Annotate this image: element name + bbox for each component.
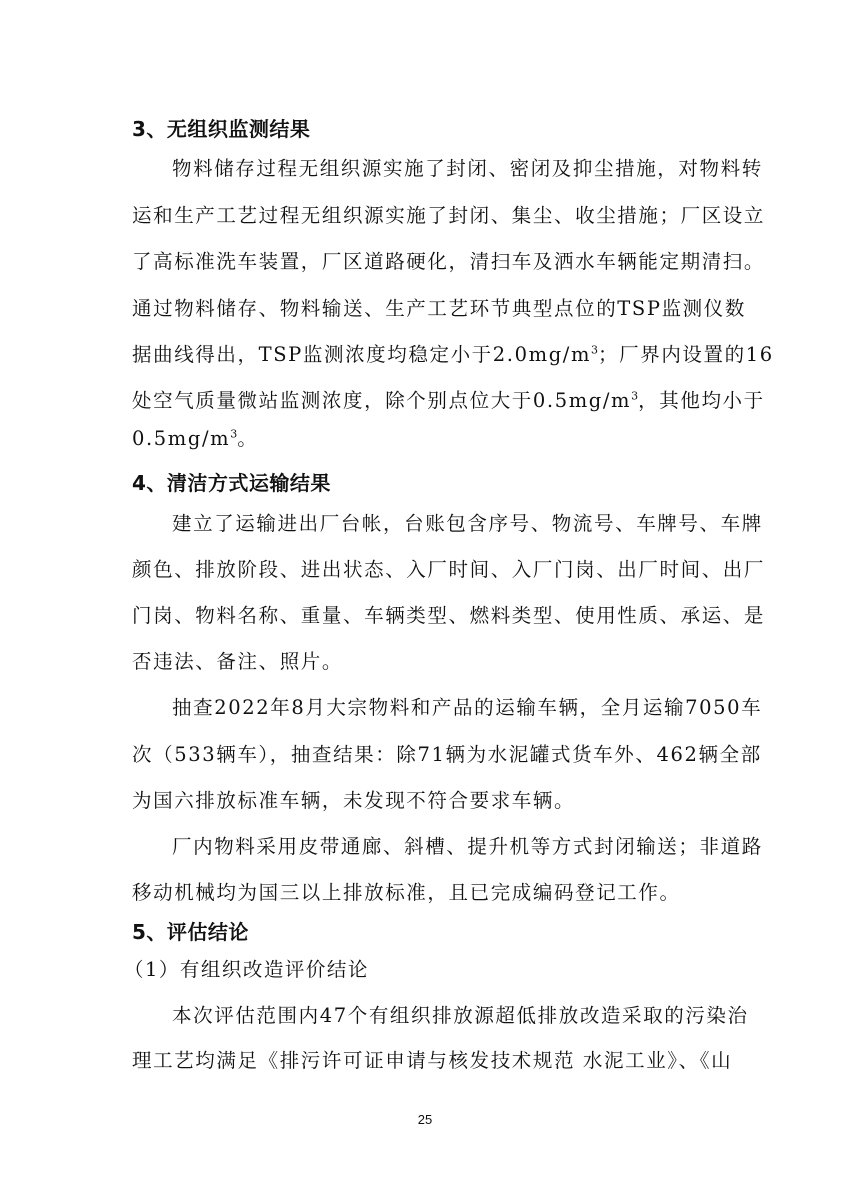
text-segment: 处空气质量微站监测浓度，除个别点位大于0.5mg/m bbox=[132, 389, 632, 412]
superscript: 3 bbox=[631, 389, 639, 403]
paragraph-line: 运和生产工艺过程无组织源实施了封闭、集尘、收尘措施；厂区设立 bbox=[132, 204, 766, 227]
paragraph-line-last bbox=[132, 424, 722, 454]
section-heading-5: 5、评估结论 bbox=[132, 920, 249, 944]
paragraph-line: 理工艺均满足《排污许可证申请与核发技术规范 水泥工业》、《山 bbox=[132, 1049, 733, 1072]
paragraph-line: 抽查2022年8月大宗物料和产品的运输车辆，全月运输7050车 bbox=[172, 696, 763, 719]
paragraph-line: 通过物料储存、物料输送、生产工艺环节典型点位的TSP监测仪数 bbox=[132, 297, 746, 320]
paragraph-line: 建立了运输进出厂台帐，台账包含序号、物流号、车牌号、车牌 bbox=[172, 512, 763, 535]
paragraph-line-tsp bbox=[132, 340, 774, 370]
paragraph-line: 否违法、备注、照片。 bbox=[132, 650, 344, 673]
page-number: 25 bbox=[417, 1112, 433, 1127]
subsection-heading: （1）有组织改造评价结论 bbox=[124, 958, 369, 981]
section-heading-3: 3、无组织监测结果 bbox=[132, 117, 311, 141]
paragraph-line-microstation bbox=[132, 386, 765, 416]
superscript: 3 bbox=[591, 343, 599, 357]
text-segment: ，其他均小于 bbox=[638, 389, 765, 412]
section-heading-4: 4、清洁方式运输结果 bbox=[132, 471, 331, 495]
paragraph-line: 物料储存过程无组织源实施了封闭、密闭及抑尘措施，对物料转 bbox=[172, 157, 763, 180]
paragraph-line: 了高标准洗车装置，厂区道路硬化，清扫车及洒水车辆能定期清扫。 bbox=[132, 250, 766, 273]
paragraph-line: 次（533辆车），抽查结果：除71辆为水泥罐式货车外、462辆全部 bbox=[132, 743, 762, 766]
paragraph-line: 厂内物料采用皮带通廊、斜槽、提升机等方式封闭输送；非道路 bbox=[172, 835, 763, 858]
superscript: 3 bbox=[230, 427, 238, 441]
text-segment: ；厂界内设置的16 bbox=[598, 343, 774, 366]
paragraph-line: 本次评估范围内47个有组织排放源超低排放改造采取的污染治 bbox=[172, 1004, 749, 1027]
paragraph-line: 颜色、排放阶段、进出状态、入厂时间、入厂门岗、出厂时间、出厂 bbox=[132, 558, 766, 581]
text-segment: 0.5mg/m bbox=[132, 427, 231, 450]
paragraph-line: 移动机械均为国三以上排放标准，且已完成编码登记工作。 bbox=[132, 881, 681, 904]
paragraph-line: 门岗、物料名称、重量、车辆类型、燃料类型、使用性质、承运、是 bbox=[132, 604, 766, 627]
text-segment: 据曲线得出，TSP监测浓度均稳定小于2.0mg/m bbox=[132, 343, 592, 366]
text-segment: 。 bbox=[237, 427, 259, 450]
paragraph-line: 为国六排放标准车辆，未发现不符合要求车辆。 bbox=[132, 789, 576, 812]
